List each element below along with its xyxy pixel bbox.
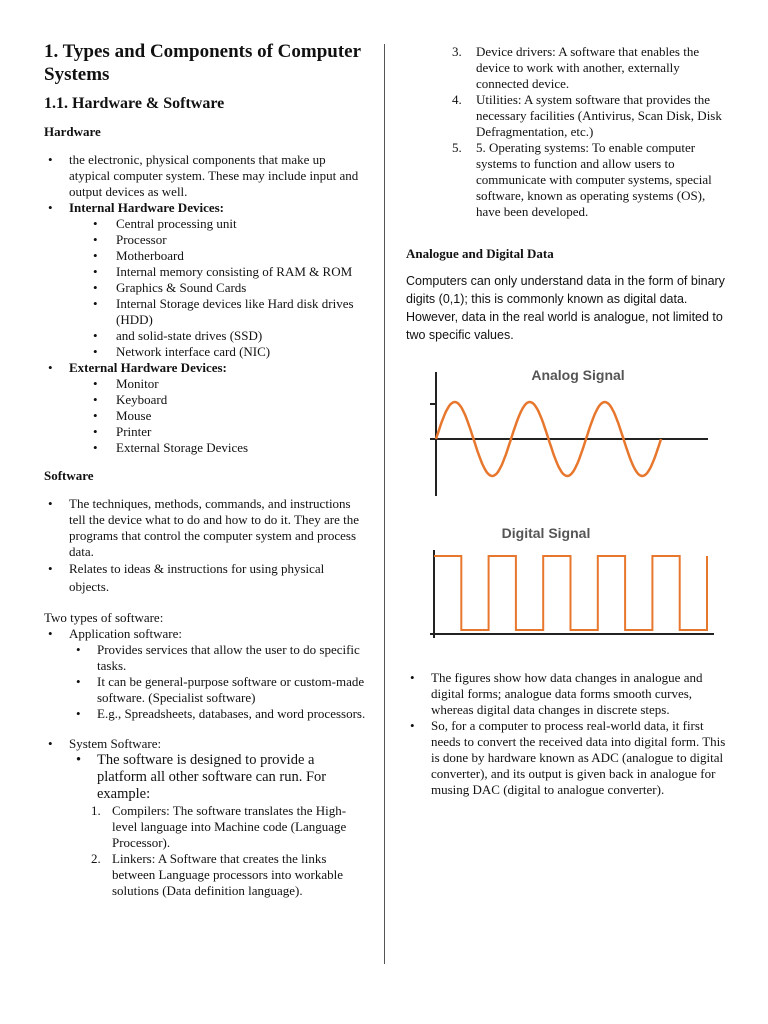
list-item: • Mouse — [91, 408, 366, 424]
list-item: • Internal Storage devices like Hard disk drives (HDD) — [91, 296, 366, 328]
list-item: • Keyboard — [91, 392, 366, 408]
numbered-item: 4. Utilities: A system software that provides the necessary facilities (Antivirus, Scan Disk, Disk Defragmentation, etc.) — [452, 92, 722, 139]
software-types-list — [44, 626, 366, 899]
numbered-item: 1. Compilers: The software translates the High- level language into Machine code (Language Processor). — [91, 803, 347, 850]
list-item: • It can be general-purpose software or custom-made software. (Specialist software) — [72, 674, 366, 706]
digital-signal-figure — [418, 520, 718, 650]
list-item: • Central processing unit — [91, 216, 366, 232]
list-item: • Motherboard — [91, 248, 366, 264]
list-item: • Provides services that allow the user to do specific tasks. — [72, 642, 366, 674]
left-column — [44, 40, 366, 899]
right-column — [406, 40, 726, 798]
analog-signal-figure — [418, 362, 718, 512]
signal-bullets — [406, 670, 726, 798]
two-types-text: Two types of software: — [44, 610, 164, 625]
list-item: • E.g., Spreadsheets, databases, and word processors. — [72, 706, 366, 722]
list-item: • The techniques, methods, commands, and instructions tell the device what to do and how to do it. They are the programs that control the computer system and process data. — [44, 496, 366, 560]
sys-software-block — [72, 752, 366, 803]
internal-heading: • Internal Hardware Devices: — [44, 200, 366, 216]
section-subtitle: 1.1. Hardware & Software — [44, 95, 225, 112]
external-heading: • External Hardware Devices: — [44, 360, 366, 376]
list-item: • Graphics & Sound Cards — [91, 280, 366, 296]
list-item: • External Storage Devices — [91, 440, 366, 456]
numbered-item: 3. Device drivers: A software that enables the device to work with another, externally connected device. — [452, 44, 700, 91]
analogue-heading: Analogue and Digital Data — [406, 246, 554, 261]
software-heading: Software — [44, 468, 94, 483]
column-divider — [384, 44, 385, 964]
page-title: 1. Types and Components of Computer Systems — [44, 41, 361, 85]
sys-numbered-list — [91, 803, 366, 899]
analogue-paragraph: Computers can only understand data in the form of binary digits (0,1); this is commonly known as digital data. However, data in the real world is analogue, not limited to two specific values. — [406, 274, 725, 342]
analog-signal-label: Analog Signal — [531, 367, 625, 383]
hardware-list — [44, 152, 366, 456]
list-item: • Processor — [91, 232, 366, 248]
list-item: • So, for a computer to process real-world data, it first needs to convert the received data into digital form. This is done by hardware known as ADC (analogue to digital converter), and its output is given back in analogue for musing DAC (digital to analogue converter). — [406, 718, 726, 798]
list-item: • Network interface card (NIC) — [91, 344, 366, 360]
list-item: • Printer — [91, 424, 366, 440]
list-item: • Internal memory consisting of RAM & ROM — [91, 264, 366, 280]
software-list — [44, 496, 366, 596]
list-item: • Relates to ideas & instructions for using physical objects. — [44, 560, 366, 596]
app-software-list — [72, 642, 366, 722]
numbered-item: 5. 5. Operating systems: To enable computer systems to function and allow users to communicate with computer systems, special software, known as operating systems (OS), have been developed. — [452, 140, 712, 219]
right-numbered-list — [452, 44, 726, 220]
app-software-label: • Application software: — [44, 626, 366, 642]
hardware-heading: Hardware — [44, 124, 101, 139]
list-item: • and solid-state drives (SSD) — [91, 328, 366, 344]
digital-signal-label: Digital Signal — [501, 525, 591, 541]
digital-wave — [434, 556, 707, 630]
internal-list — [91, 216, 366, 360]
sys-software-intro: • The software is designed to provide a platform all other software can run. For example: — [72, 752, 366, 803]
numbered-item: 2. Linkers: A Software that creates the links between Language processors into workable solutions (Data definition language). — [91, 851, 344, 898]
hardware-intro: • the electronic, physical components that make up atypical computer system. These may include input and output devices as well. — [44, 152, 366, 200]
external-list — [91, 376, 366, 456]
list-item: • The figures show how data changes in analogue and digital forms; analogue data forms smooth curves, whereas digital data changes in discrete steps. — [406, 670, 726, 718]
sys-software-label: • System Software: — [44, 736, 366, 752]
list-item: • Monitor — [91, 376, 366, 392]
